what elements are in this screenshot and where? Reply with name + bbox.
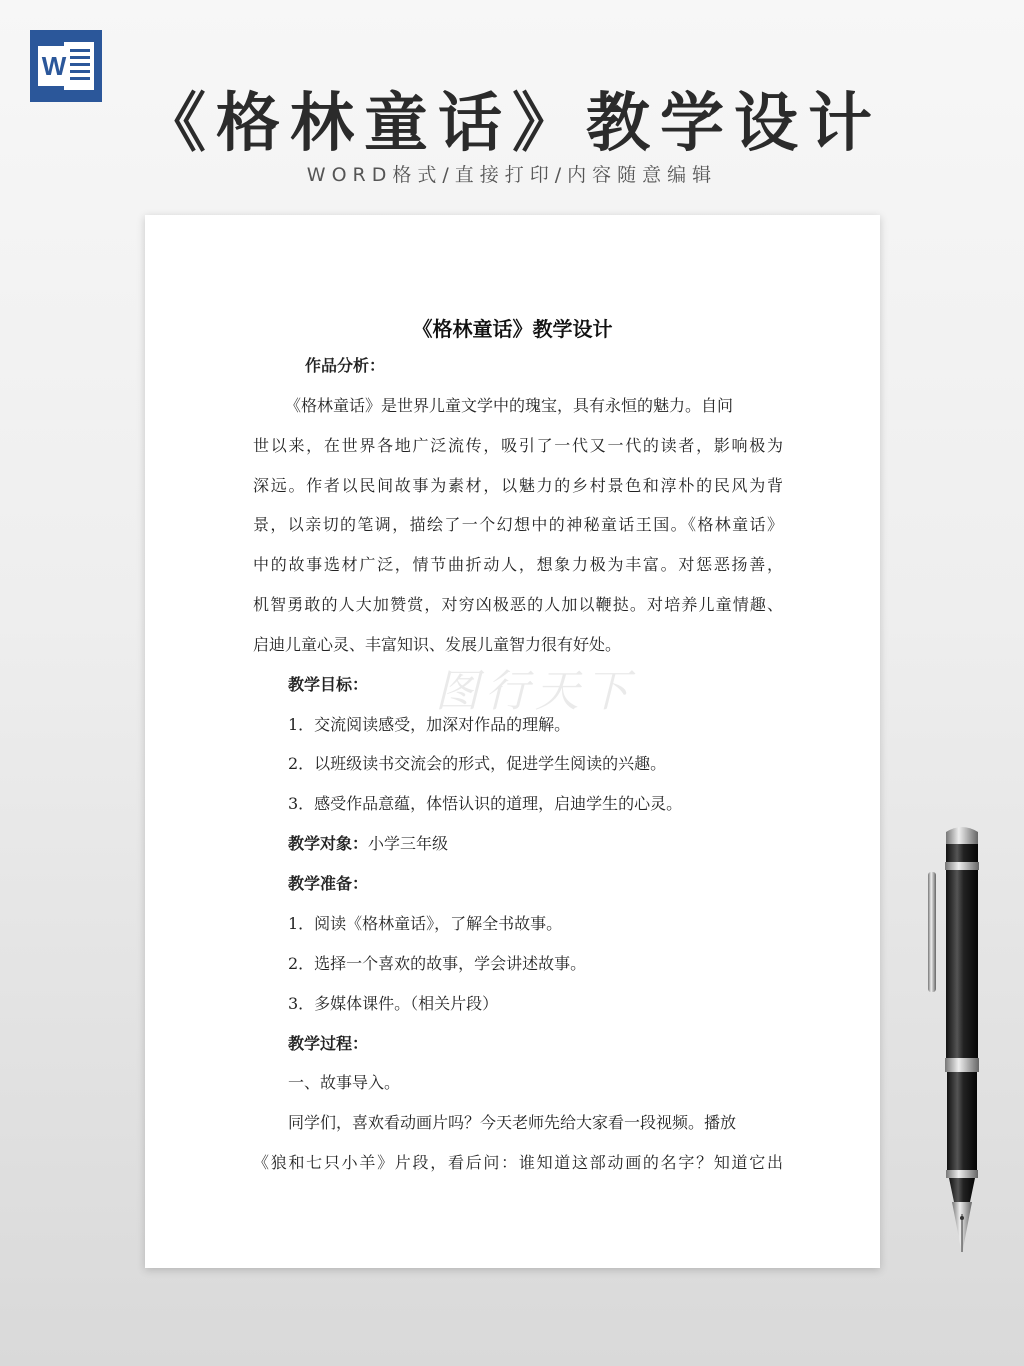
document-page xyxy=(145,215,880,1268)
paragraph-line: 机智勇敢的人大加赞赏，对穷凶极恶的人加以鞭挞。对培养儿童情趣、 xyxy=(253,595,783,614)
target-line xyxy=(288,833,818,855)
list-item: 1．交流阅读感受，加深对作品的理解。 xyxy=(288,715,571,734)
paragraph-line: 世以来，在世界各地广泛流传，吸引了一代又一代的读者，影响极为 xyxy=(253,436,783,455)
paragraph-line: 《格林童话》是世界儿童文学中的瑰宝，具有永恒的魅力。自问 xyxy=(285,396,734,415)
fountain-pen-icon xyxy=(918,822,998,1262)
target-value: 小学三年级 xyxy=(368,834,449,853)
list-item: 2．以班级读书交流会的形式，促进学生阅读的兴趣。 xyxy=(288,754,667,773)
banner-title: 《格林童话》教学设计 xyxy=(142,87,882,161)
heading-preparation: 教学准备： xyxy=(288,874,369,893)
paragraph-line: 中的故事选材广泛，情节曲折动人，想象力极为丰富。对惩恶扬善， xyxy=(253,555,783,574)
document-title: 《格林童话》教学设计 xyxy=(412,317,613,341)
banner-subtitle: WORD格式/直接打印/内容随意编辑 xyxy=(306,164,718,186)
paragraph-line: 深远。作者以民间故事为素材，以魅力的乡村景色和淳朴的民风为背 xyxy=(253,476,783,495)
section-heading: 一、故事导入。 xyxy=(288,1073,401,1092)
watermark: 图行天下 xyxy=(435,666,635,717)
paragraph-line: 《狼和七只小羊》片段，看后问：谁知道这部动画的名字？知道它出 xyxy=(253,1153,783,1172)
list-item: 3．多媒体课件。（相关片段） xyxy=(288,994,499,1013)
heading-analysis: 作品分析： xyxy=(305,356,386,375)
paragraph-line: 启迪儿童心灵、丰富知识、发展儿童智力很有好处。 xyxy=(253,635,622,654)
heading-objectives: 教学目标： xyxy=(288,675,369,694)
list-item: 2．选择一个喜欢的故事，学会讲述故事。 xyxy=(288,954,587,973)
word-logo-letter: W xyxy=(41,51,67,81)
list-item: 1．阅读《格林童话》，了解全书故事。 xyxy=(288,914,563,933)
list-item: 3．感受作品意蕴，体悟认识的道理，启迪学生的心灵。 xyxy=(288,794,683,813)
heading-target: 教学对象： xyxy=(288,834,369,853)
paragraph-line: 同学们，喜欢看动画片吗？今天老师先给大家看一段视频。播放 xyxy=(288,1113,737,1132)
paragraph-line: 景，以亲切的笔调，描绘了一个幻想中的神秘童话王国。《格林童话》 xyxy=(253,515,783,534)
heading-process: 教学过程： xyxy=(288,1034,369,1053)
